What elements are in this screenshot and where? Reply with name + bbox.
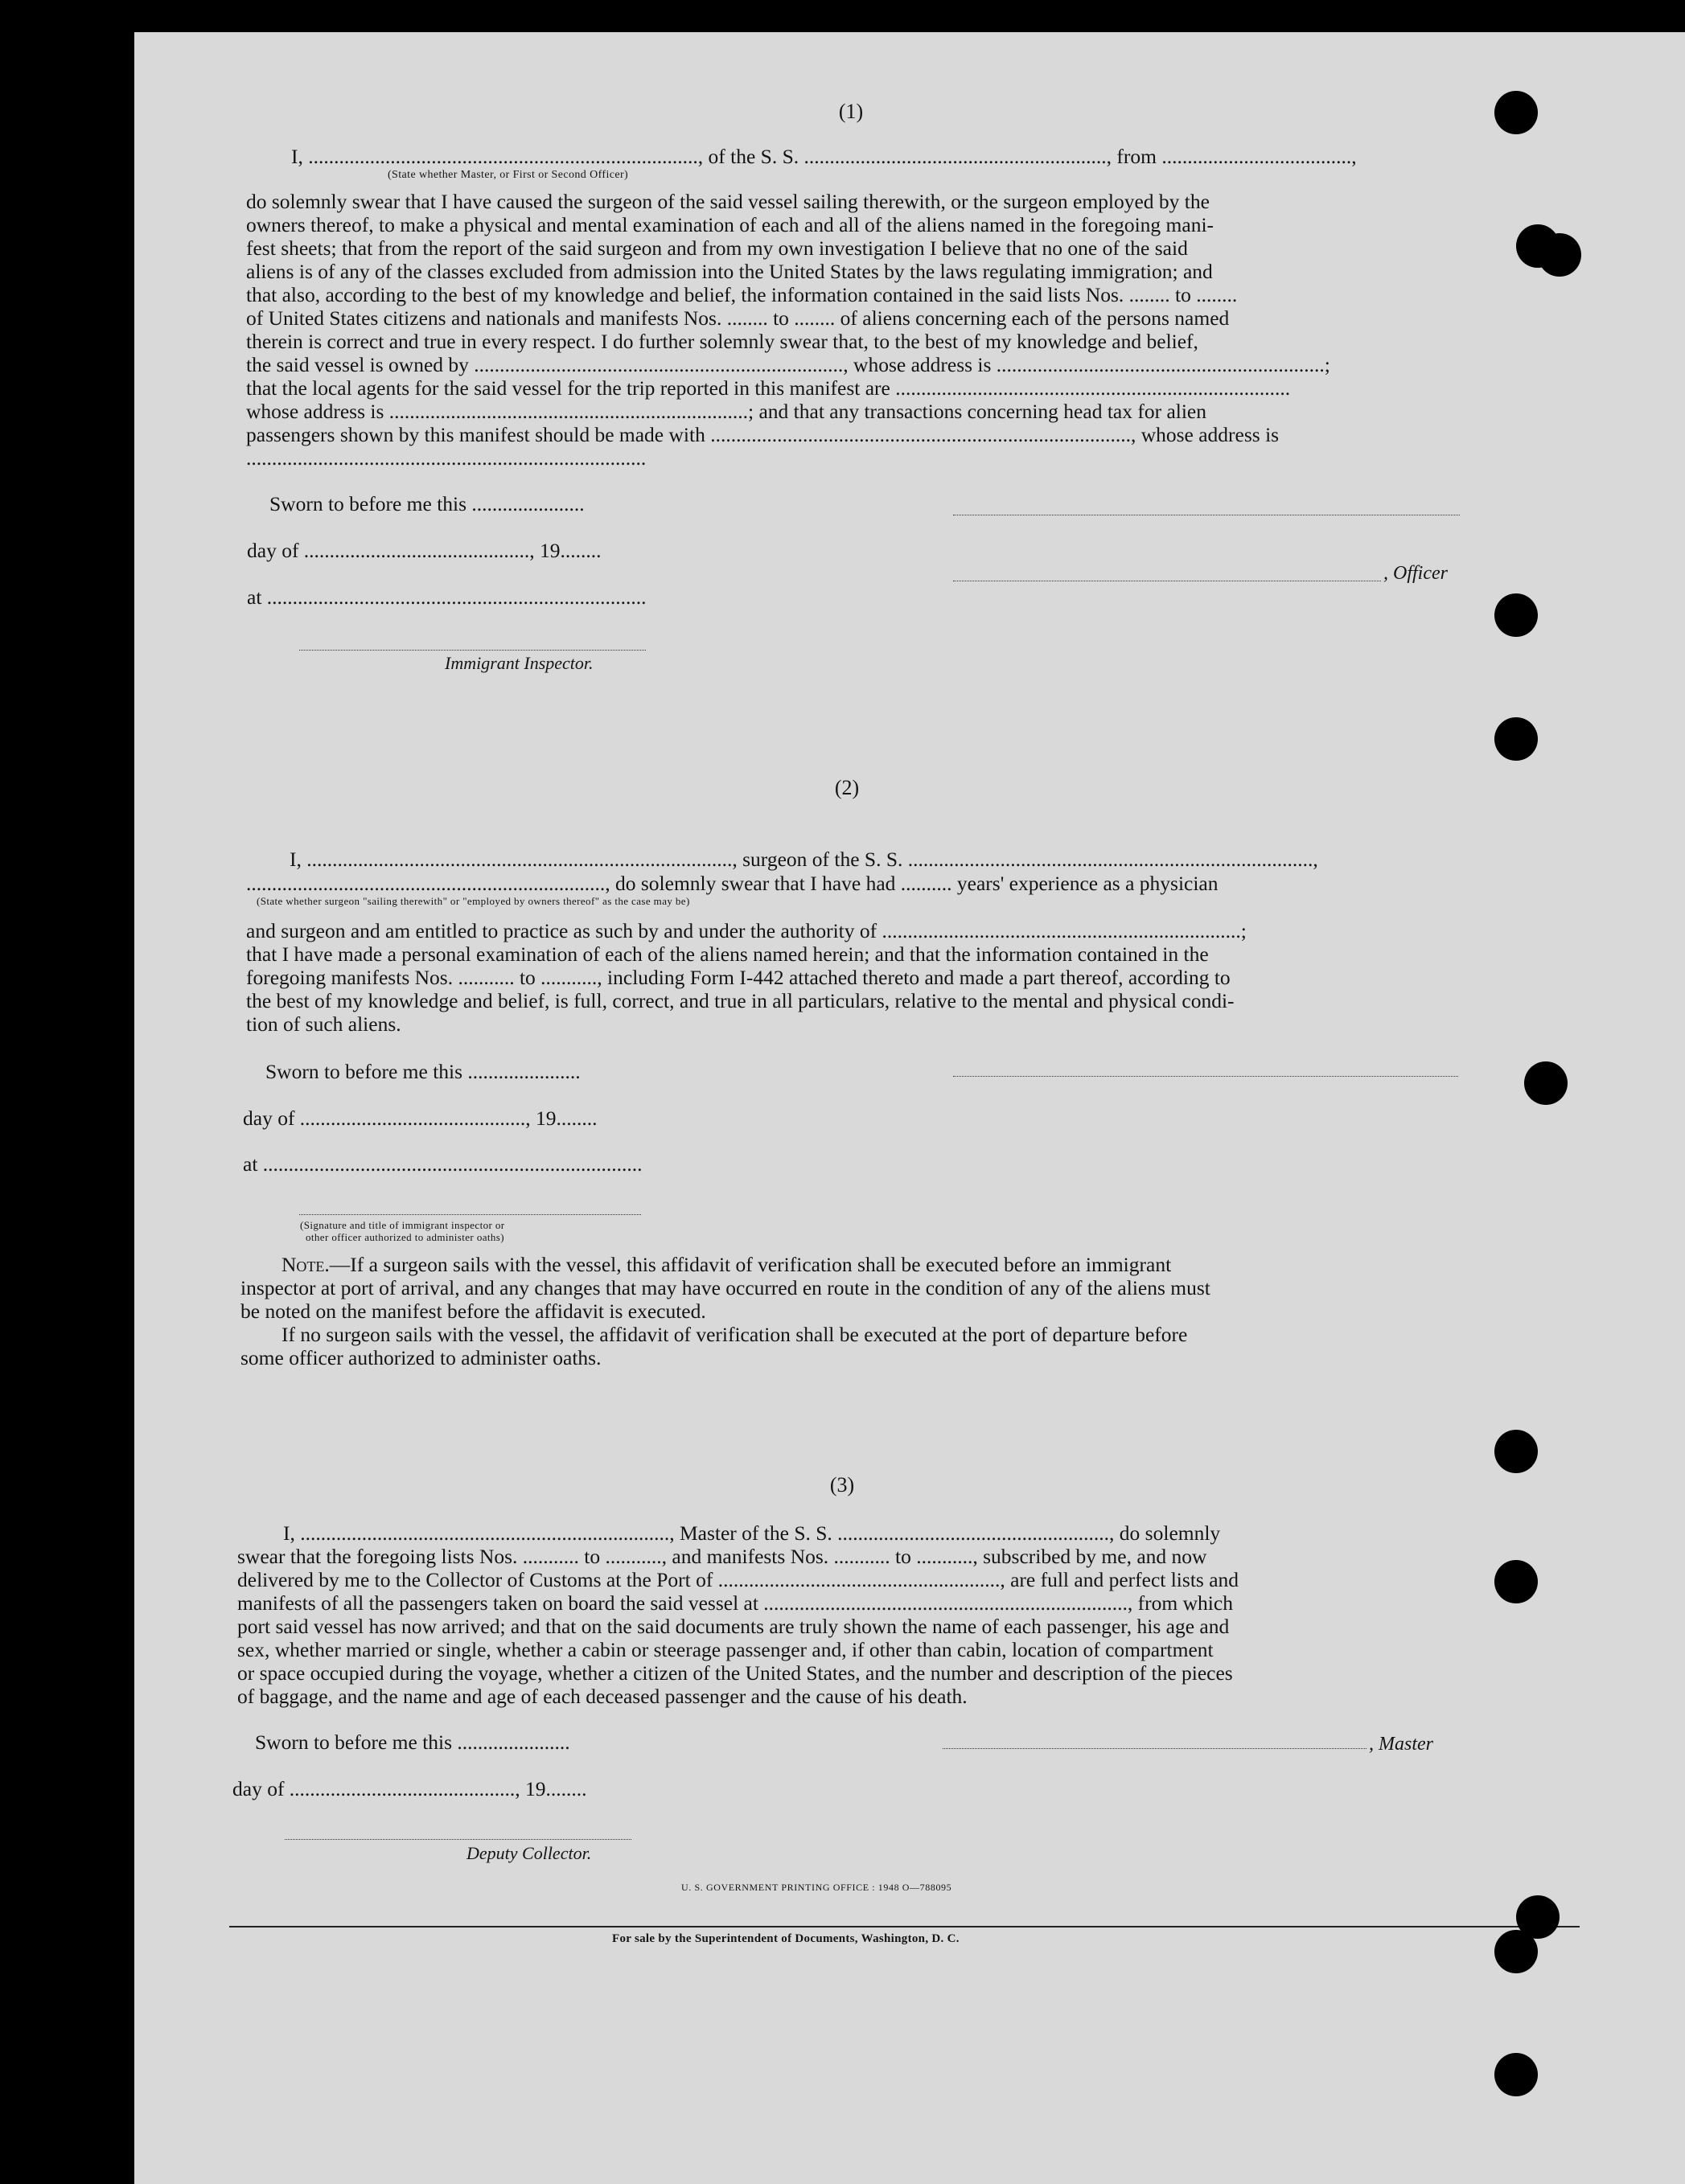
section-2-day-line: day of ............................................, 19........: [243, 1106, 598, 1130]
section-3-line: or space occupied during the voyage, whether a citizen of the United States, and the number and description of the pieces: [237, 1661, 1233, 1685]
section-1-number: (1): [838, 100, 864, 123]
section-3-line: swear that the foregoing lists Nos. ........... to ..........., and manifests Nos. ........... to ..........., subscribed by me, and now: [237, 1545, 1207, 1568]
section-1-line: owners thereof, to make a physical and mental examination of each and all of the aliens named in the foregoing mani-: [246, 213, 1214, 236]
punch-hole: [1538, 233, 1581, 277]
punch-hole: [1494, 1560, 1538, 1603]
note-text: —If a surgeon sails with the vessel, this affidavit of verification shall be executed before an immigrant: [329, 1253, 1172, 1276]
note-line: be noted on the manifest before the affidavit is executed.: [240, 1299, 706, 1323]
inspector-signature-line: [299, 650, 646, 651]
note-line: inspector at port of arrival, and any changes that may have occurred en route in the condition of any of the aliens must: [240, 1276, 1210, 1299]
for-sale-notice: For sale by the Superintendent of Documents, Washington, D. C.: [612, 1932, 960, 1945]
section-1-sworn-line: Sworn to before me this ......................: [269, 492, 585, 515]
section-1-line: fest sheets; that from the report of the said surgeon and from my own investigation I believe that no one of the said: [246, 236, 1188, 260]
punch-hole: [1494, 717, 1538, 761]
section-2-number: (2): [834, 776, 860, 799]
section-3-line: manifests of all the passengers taken on board the said vessel at ......................................................................., from which: [237, 1591, 1233, 1615]
section-1-line: do solemnly swear that I have caused the surgeon of the said vessel sailing therewith, or the surgeon employed by the: [246, 190, 1210, 213]
section-1-line: the said vessel is owned by ........................................................................, whose address is ................................................................;: [246, 353, 1330, 376]
section-2-line: foregoing manifests Nos. ........... to ..........., including Form I-442 attached thereto and made a part thereof, according to: [246, 966, 1231, 989]
section-2-officer-signature-line: [299, 1214, 641, 1215]
section-2-sworn-line: Sworn to before me this ......................: [265, 1060, 581, 1083]
surgeon-signature-line: [953, 1076, 1458, 1077]
punch-hole: [1494, 1930, 1538, 1973]
section-3-affidavit-text: [237, 1545, 1588, 1708]
section-1-line: of United States citizens and nationals and manifests Nos. ........ to ........ of aliens concerning each of the persons named: [246, 306, 1230, 330]
footer-rule: [229, 1926, 1580, 1927]
section-2-line: the best of my knowledge and belief, is full, correct, and true in all particulars, relative to the mental and physical condi-: [246, 989, 1235, 1012]
note-line: If no surgeon sails with the vessel, the affidavit of verification shall be executed at the port of departure before: [282, 1323, 1188, 1346]
punch-hole: [1494, 593, 1538, 637]
punch-hole: [1494, 2053, 1538, 2096]
section-1-line: that also, according to the best of my knowledge and belief, the information contained in the said lists Nos. ........ to ........: [246, 283, 1238, 306]
section-1-line: ..............................................................................: [246, 446, 647, 470]
section-1-line: aliens is of any of the classes excluded from admission into the United States by the laws regulating immigration; and: [246, 260, 1213, 283]
section-1-line: passengers shown by this manifest should be made with .................................................................................., whose address is: [246, 423, 1280, 446]
section-1-affidavit-text: [246, 190, 1596, 470]
section-3-day-line: day of ............................................, 19........: [232, 1777, 587, 1800]
section-1-line: that the local agents for the said vessel for the trip reported in this manifest are .............................................................................: [246, 376, 1291, 400]
section-2-line: and surgeon and am entitled to practice as such by and under the authority of ......................................................................;: [246, 919, 1247, 942]
section-2-note: [240, 1253, 1592, 1369]
section-1-line: whose address is ......................................................................; and that any transactions concerning head tax for alien: [246, 400, 1207, 423]
section-2-line: tion of such aliens.: [246, 1012, 401, 1036]
section-3-first-line: I, ........................................................................, Master of the S. S. ....................................................., do solemnly: [283, 1521, 1221, 1545]
note-line: [240, 1253, 1592, 1276]
section-3-number: (3): [829, 1473, 855, 1496]
section-2-line: that I have made a personal examination of each of the aliens named herein; and that the information contained in the: [246, 942, 1209, 966]
section-1-officer-caption: (State whether Master, or First or Second Officer): [388, 169, 629, 181]
section-3-line: of baggage, and the name and age of each deceased passenger and the cause of his death.: [237, 1685, 968, 1708]
punch-hole: [1524, 1061, 1568, 1105]
officer-label: , Officer: [1383, 563, 1448, 584]
section-3-line: delivered by me to the Collector of Customs at the Port of ......................................................., are full and perfect lists and: [237, 1568, 1239, 1591]
immigrant-inspector-label: Immigrant Inspector.: [445, 653, 594, 673]
section-1-line: therein is correct and true in every respect. I do further solemnly swear that, to the best of my knowledge and belief,: [246, 330, 1198, 353]
section-2-signature-caption-1: (Signature and title of immigrant inspector or: [300, 1219, 505, 1231]
section-2-at-line: at ..........................................................................: [243, 1152, 643, 1176]
note-lead: Note.: [282, 1253, 330, 1276]
section-2-surgeon-caption: (State whether surgeon "sailing therewith" or "employed by owners thereof" as the case may be): [257, 895, 690, 907]
punch-hole: [1494, 91, 1538, 134]
section-2-first-line: I, ..................................................................................., surgeon of the S. S. ...............................................................................,: [290, 848, 1318, 871]
section-1-at-line: at ..........................................................................: [247, 585, 647, 609]
punch-hole: [1494, 1430, 1538, 1473]
section-1-first-line: I, ............................................................................, of the S. S. ..........................................................., from .....................................,: [291, 145, 1357, 168]
section-2-signature-caption-2: other officer authorized to administer oaths): [306, 1231, 504, 1243]
form-sheet: [134, 32, 1685, 2184]
section-3-line: port said vessel has now arrived; and that on the said documents are truly shown the name of each passenger, his age and: [237, 1615, 1230, 1638]
collector-signature-line: [285, 1839, 631, 1840]
section-2-second-line: ......................................................................, do solemnly swear that I have had .......... years' experience as a physician: [246, 872, 1219, 895]
deputy-collector-label: Deputy Collector.: [466, 1843, 592, 1863]
section-3-sworn-line: Sworn to before me this ......................: [255, 1730, 570, 1754]
section-2-affidavit-text: [246, 919, 1592, 1036]
master-signature-line: [943, 1748, 1366, 1749]
section-1-day-line: day of ............................................, 19........: [247, 539, 602, 562]
note-line: some officer authorized to administer oaths.: [240, 1346, 602, 1369]
master-label: , Master: [1369, 1734, 1433, 1755]
section-3-line: sex, whether married or single, whether a cabin or steerage passenger and, if other than cabin, location of compartment: [237, 1638, 1214, 1661]
printing-office-imprint: U. S. GOVERNMENT PRINTING OFFICE : 1948 O—788095: [681, 1882, 952, 1893]
